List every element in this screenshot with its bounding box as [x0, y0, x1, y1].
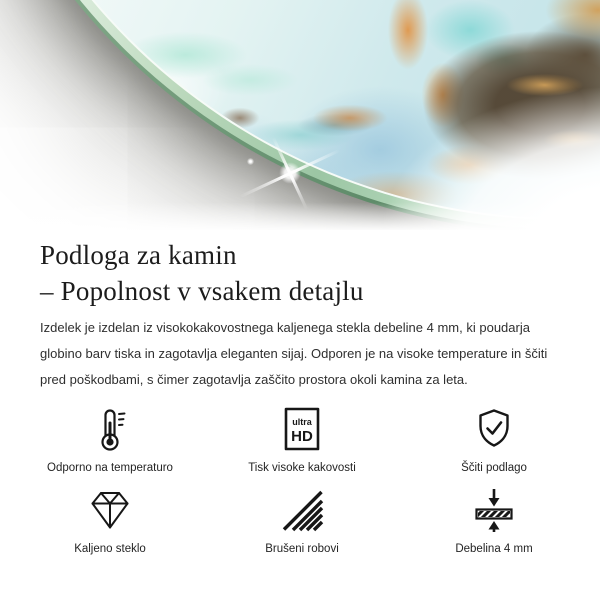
product-info-section — [0, 237, 600, 555]
feature-label: Brušeni robovi — [265, 543, 339, 555]
title-line-1: Podloga za kamin — [40, 240, 237, 270]
page-title — [40, 237, 566, 309]
feature-item-tempered-glass — [14, 486, 206, 555]
feature-item-polished-edges — [206, 486, 398, 555]
thermometer-icon — [86, 405, 134, 453]
ultra-hd-icon — [278, 405, 326, 453]
title-line-2: – Popolnost v vsakem detajlu — [40, 276, 364, 306]
thickness-icon — [470, 486, 518, 534]
glint-icon — [247, 158, 254, 165]
diamond-icon — [86, 486, 134, 534]
ultra-hd-icon-text-top: ultra — [292, 417, 312, 427]
feature-item-thickness — [398, 486, 590, 555]
product-image — [0, 0, 600, 230]
shield-check-icon — [470, 405, 518, 453]
feature-label: Ščiti podlago — [461, 462, 527, 474]
feature-label: Kaljeno steklo — [74, 543, 146, 555]
feature-item-protects — [398, 405, 590, 474]
feature-item-print-quality — [206, 405, 398, 474]
product-description: Izdelek je izdelan iz visokokakovostnega kaljenega stekla debeline 4 mm, ki poudarja globino barv tiska in zagotavlja eleganten sijaj. Odporen je na visoke temperature in ščiti pred poškodbami, s čimer zagotavlja zaščito prostora okoli kamina za leta. — [40, 320, 548, 387]
feature-label: Odporno na temperaturo — [47, 462, 173, 474]
polished-edge-icon — [278, 486, 326, 534]
ultra-hd-icon-text-bottom: HD — [291, 428, 313, 445]
feature-label: Debelina 4 mm — [455, 543, 533, 555]
feature-item-temperature — [14, 405, 206, 474]
feature-grid — [14, 405, 590, 555]
feature-label: Tisk visoke kakovosti — [248, 462, 356, 474]
